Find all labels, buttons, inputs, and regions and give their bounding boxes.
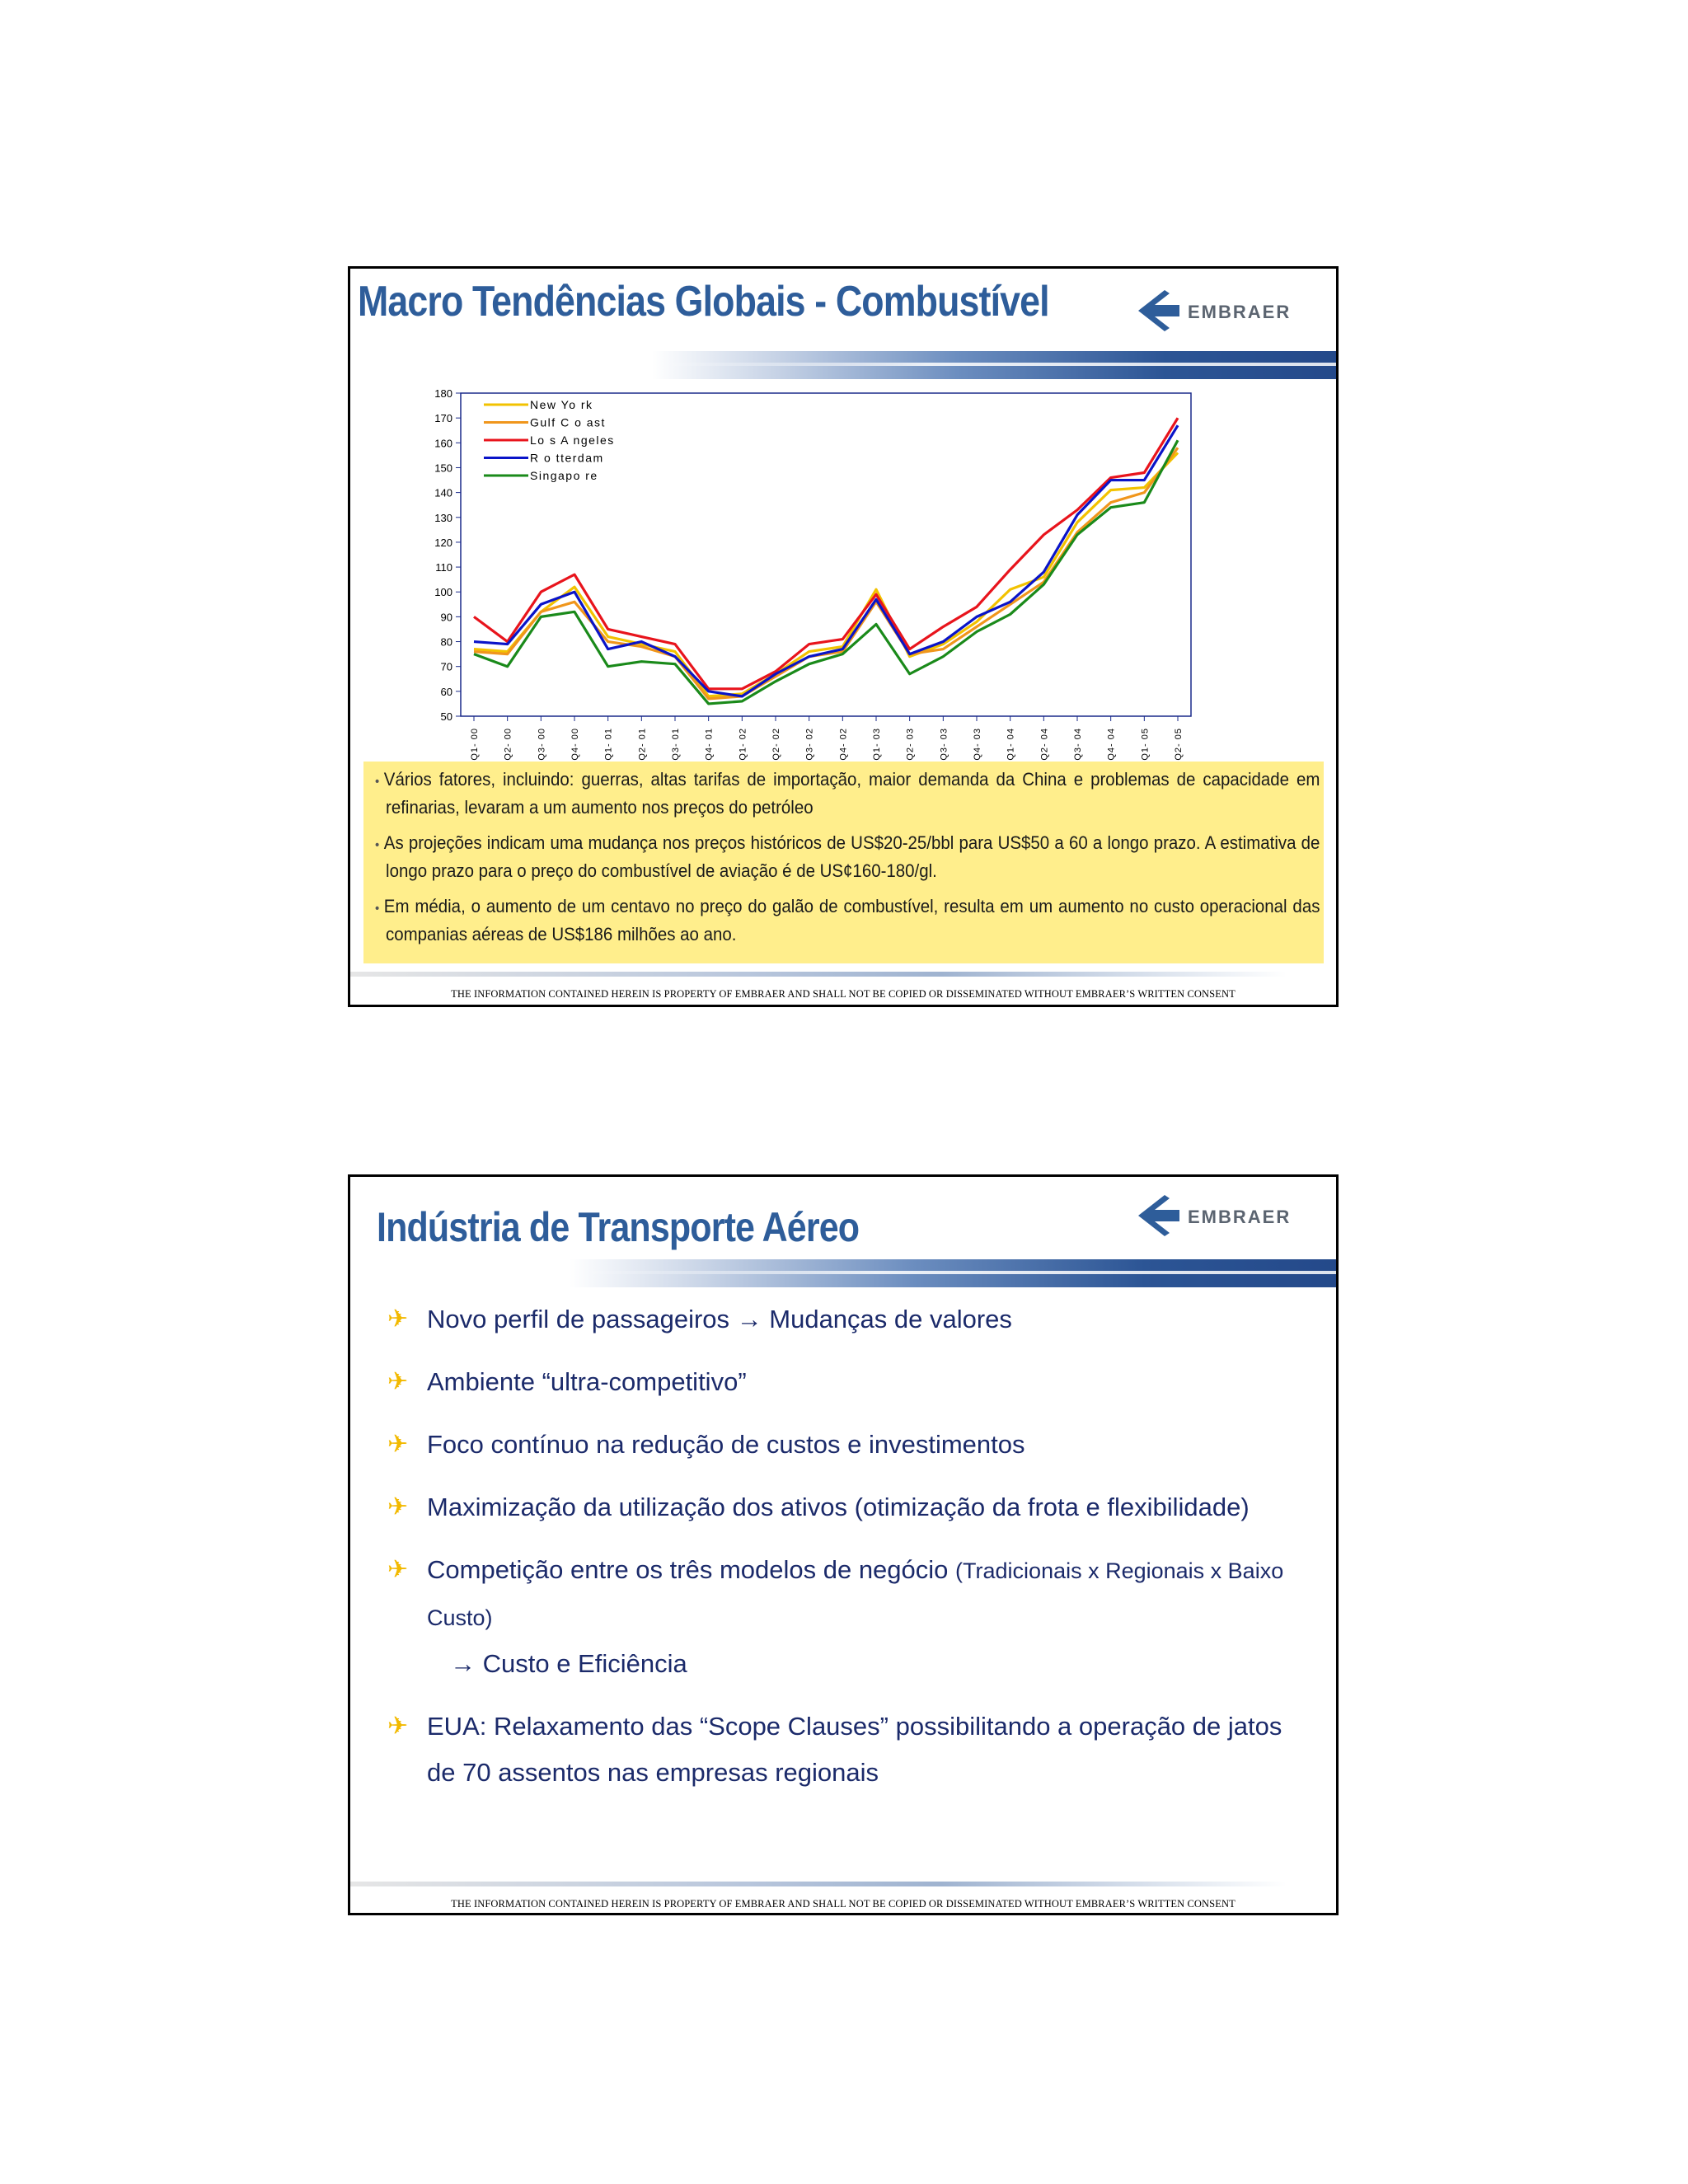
y-tick-label: 60 — [440, 685, 452, 698]
y-tick-label: 50 — [440, 710, 452, 723]
footer-line — [350, 1882, 1336, 1886]
x-tick-label: Q1- 01 — [603, 728, 614, 761]
bullet-dot-icon: • — [375, 775, 380, 789]
bullet-dot-icon: • — [375, 902, 380, 916]
y-tick-label: 150 — [434, 462, 452, 475]
legend-label: Gulf C o ast — [530, 415, 606, 429]
header-bar — [652, 351, 1336, 379]
embraer-logo — [1130, 1187, 1320, 1244]
airplane-icon: ✈ — [387, 1556, 409, 1583]
y-tick-label: 70 — [440, 660, 452, 673]
y-tick-label: 160 — [434, 437, 452, 450]
x-tick-label: Q2- 02 — [771, 728, 781, 761]
bullet-item: ✈ Ambiente “ultra-competitivo” — [387, 1359, 1294, 1405]
embraer-logo — [1130, 282, 1320, 340]
y-tick-label: 100 — [434, 586, 452, 599]
x-tick-label: Q3- 04 — [1073, 728, 1083, 761]
x-tick-label: Q4- 00 — [570, 728, 580, 761]
notes-box — [363, 762, 1324, 963]
bullet-item: ✈ Foco contínuo na redução de custos e investimentos — [387, 1422, 1294, 1468]
bullet-item: ✈ Competição entre os três modelos de negócio (Tradicionais x Regionais x Baixo Custo) → Custo e Eficiência — [387, 1547, 1294, 1687]
x-tick-label: Q1- 03 — [872, 728, 882, 761]
logo-text: EMBRAER — [1188, 302, 1292, 322]
x-tick-label: Q4- 03 — [973, 728, 982, 761]
airplane-icon: ✈ — [387, 1305, 409, 1333]
note-item: • Em média, o aumento de um centavo no preço do galão de combustível, resulta em um aumento no custo operacional das companias aéreas de US$186 milhões ao ano. — [375, 896, 1320, 944]
fuel-price-chart — [424, 384, 1184, 763]
x-tick-label: Q4- 04 — [1106, 728, 1117, 761]
legend-label: New Yo rk — [530, 398, 593, 411]
y-tick-label: 120 — [434, 536, 452, 549]
bullet-item: ✈ EUA: Relaxamento das “Scope Clauses” possibilitando a operação de jatos de 70 assentos nas empresas regionais — [387, 1704, 1294, 1796]
y-tick-label: 110 — [435, 561, 452, 574]
footer-disclaimer: THE INFORMATION CONTAINED HEREIN IS PROPERTY OF EMBRAER AND SHALL NOT BE COPIED OR DISSEMINATED WITHOUT EMBRAER’S WRITTEN CONSENT — [451, 988, 1236, 1000]
y-tick-label: 180 — [434, 387, 452, 400]
y-tick-label: 90 — [440, 611, 452, 624]
y-tick-label: 130 — [434, 511, 452, 524]
airplane-icon: ✈ — [387, 1431, 409, 1458]
slide-air-transport — [348, 1174, 1339, 1915]
x-tick-label: Q3- 03 — [939, 728, 950, 761]
x-tick-label: Q2- 03 — [905, 728, 916, 761]
y-tick-label: 170 — [434, 412, 452, 425]
x-tick-label: Q3- 02 — [804, 728, 815, 761]
x-tick-label: Q4- 02 — [838, 728, 849, 761]
bullet-item: ✈ Maximização da utilização dos ativos (otimização da frota e flexibilidade) — [387, 1484, 1294, 1530]
footer-disclaimer: THE INFORMATION CONTAINED HEREIN IS PROPERTY OF EMBRAER AND SHALL NOT BE COPIED OR DISSEMINATED WITHOUT EMBRAER’S WRITTEN CONSENT — [451, 1898, 1236, 1910]
x-tick-label: Q2- 01 — [637, 728, 648, 761]
note-item: • As projeções indicam uma mudança nos preços históricos de US$20-25/bbl para US$50 a 60 a longo prazo. A estimativa de longo prazo para o preço do combustível de aviação é de US¢160-180/gl. — [375, 832, 1320, 881]
legend-label: Lo s A ngeles — [530, 434, 615, 447]
note-item: • Vários fatores, incluindo: guerras, altas tarifas de importação, maior demanda da China e problemas de capacidade em refinarias, levaram a um aumento nos preços do petróleo — [375, 769, 1320, 818]
legend-label: R o tterdam — [530, 451, 604, 465]
x-tick-label: Q1- 02 — [738, 728, 748, 761]
airplane-icon: ✈ — [387, 1368, 409, 1395]
slide-fuel-trends — [348, 266, 1339, 1007]
x-tick-label: Q2- 00 — [503, 728, 513, 761]
x-tick-label: Q2- 05 — [1174, 728, 1184, 761]
logo-text: EMBRAER — [1188, 1207, 1292, 1227]
airplane-icon: ✈ — [387, 1713, 409, 1740]
x-tick-label: Q3- 00 — [537, 728, 547, 761]
bullet-list — [387, 1296, 1294, 1812]
x-tick-label: Q1- 04 — [1006, 728, 1016, 761]
bullet-dot-icon: • — [375, 838, 380, 852]
airplane-icon: ✈ — [387, 1493, 409, 1521]
y-tick-label: 80 — [440, 635, 452, 649]
slide-title: Indústria de Transporte Aéreo — [377, 1204, 860, 1250]
legend-label: Singapo re — [530, 469, 598, 482]
footer-line — [350, 972, 1336, 977]
header-bar — [570, 1259, 1336, 1287]
bullet-item: ✈ Novo perfil de passageiros → Mudanças de valores — [387, 1296, 1294, 1343]
slide-title: Macro Tendências Globais - Combustível — [358, 278, 1049, 326]
y-tick-label: 140 — [434, 486, 452, 499]
x-tick-label: Q4- 01 — [704, 728, 715, 761]
x-tick-label: Q3- 01 — [671, 728, 681, 761]
x-tick-label: Q2- 04 — [1039, 728, 1050, 761]
x-tick-label: Q1- 00 — [470, 728, 480, 761]
x-tick-label: Q1- 05 — [1140, 728, 1151, 761]
